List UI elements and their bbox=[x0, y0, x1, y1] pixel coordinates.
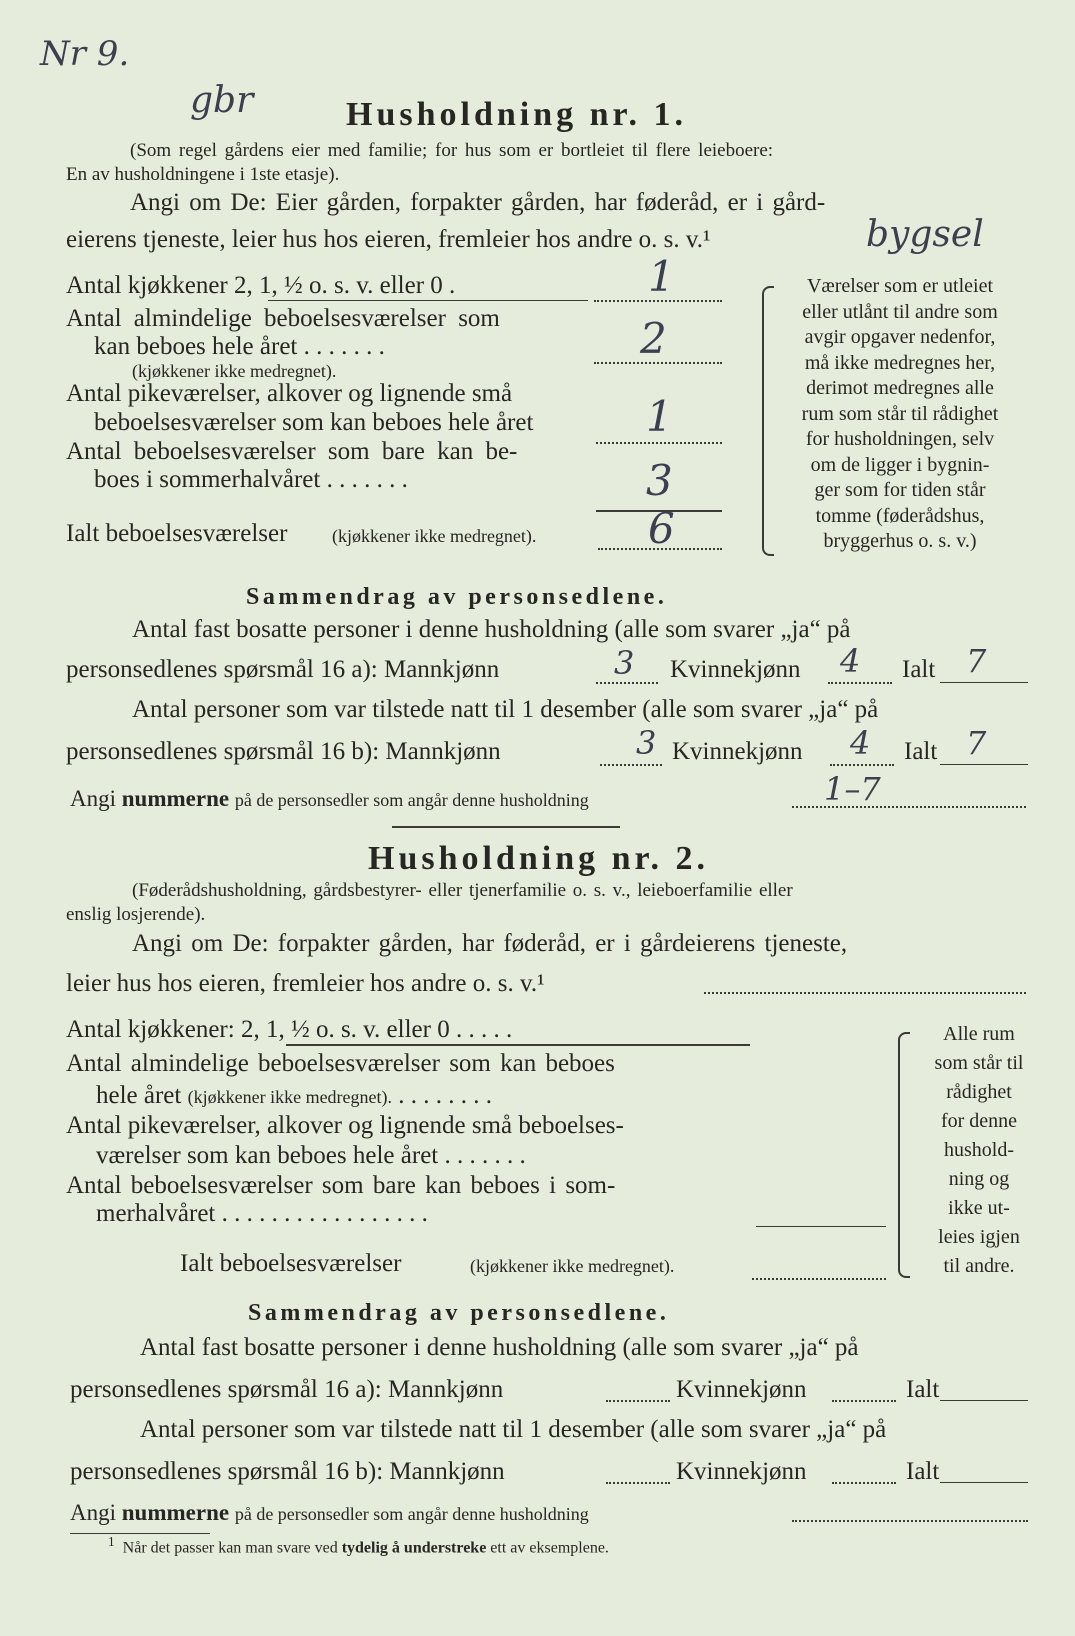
h1-s1-line1: Antal fast bosatte personer i denne husholdning (alle som svarer „ja“ på bbox=[132, 616, 851, 643]
h1-s2-female-label: Kvinnekjønn bbox=[672, 738, 803, 765]
h2-side-line: hushold- bbox=[944, 1139, 1014, 1161]
h1-s1-male: 3 bbox=[614, 644, 635, 682]
h1-side-line: avgir opgaver nedenfor, bbox=[804, 326, 996, 348]
h1-side-line: derimot medregnes alle bbox=[806, 377, 994, 399]
h2-s1-line1: Antal fast bosatte personer i denne husholdning (alle som svarer „ja“ på bbox=[140, 1334, 859, 1361]
h2-q-small-1: Antal pikeværelser, alkover og lignende små beboelses- bbox=[66, 1112, 624, 1139]
h1-q-rooms-1: Antal almindelige beboelsesværelser som bbox=[66, 305, 500, 332]
h2-nums-rest: på de personsedler som angår denne husholdning bbox=[234, 1504, 589, 1524]
h1-side-line: ger som for tiden står bbox=[814, 479, 986, 501]
h1-q-summer-2: boes i sommerhalvåret . . . . . . . bbox=[94, 466, 408, 493]
h2-side-line: leies igjen bbox=[938, 1226, 1020, 1248]
h1-q-rooms-2: kan beboes hele året . . . . . . . bbox=[94, 333, 385, 360]
h1-s2-line2: personsedlenes spørsmål 16 b): Mannkjønn bbox=[66, 738, 501, 765]
h2-s2-female-label: Kvinnekjønn bbox=[676, 1458, 807, 1485]
h1-side-line: eller utlånt til andre som bbox=[802, 300, 998, 323]
handwritten-page-number: Nr 9. bbox=[40, 34, 130, 74]
h2-side-line: for denne bbox=[940, 1110, 1018, 1132]
h2-s1-total-label: Ialt bbox=[906, 1376, 940, 1403]
h2-q-total-a: Ialt beboelsesværelser bbox=[180, 1250, 402, 1277]
h2-side-line: som står til bbox=[934, 1052, 1024, 1074]
h1-title: Husholdning nr. 1. bbox=[346, 96, 687, 133]
h1-q-total-b: (kjøkkener ikke medregnet). bbox=[332, 526, 537, 546]
h1-a-kitchens: 1 bbox=[648, 252, 675, 301]
h1-side-line: Værelser som er utleiet bbox=[806, 275, 994, 297]
h1-nums-bold: nummerne bbox=[121, 786, 230, 811]
h2-s2-total-label: Ialt bbox=[906, 1458, 940, 1485]
h2-s2-line2: personsedlenes spørsmål 16 b): Mannkjønn bbox=[70, 1458, 505, 1485]
h2-q-rooms-2c: . . . . . . . . bbox=[398, 1082, 493, 1109]
h2-nums-bold: nummerne bbox=[121, 1500, 230, 1525]
h1-side-line: om de ligger i bygnin- bbox=[810, 453, 990, 476]
h2-side-line: rådighet bbox=[946, 1081, 1012, 1103]
footnote-text-a: Når det passer kan man svare ved bbox=[122, 1539, 338, 1557]
h1-s2-line1: Antal personer som var tilstede natt til 1 desember (alle som svarer „ja“ på bbox=[132, 696, 879, 723]
h1-side-note bbox=[770, 274, 1030, 555]
h1-side-line: må ikke medregnes her, bbox=[804, 351, 996, 374]
h2-nums-line bbox=[70, 1500, 589, 1526]
h2-nums-angi: Angi bbox=[70, 1500, 116, 1525]
h1-a-total: 6 bbox=[648, 504, 675, 553]
h1-q-small-2: beboelsesværelser som kan beboes hele året bbox=[94, 409, 534, 436]
section-divider bbox=[392, 826, 620, 828]
h1-s2-male: 3 bbox=[636, 724, 657, 762]
h2-angi-line2: leier hus hos eieren, fremleier hos andre o. s. v.¹ bbox=[66, 970, 545, 997]
h1-s1-total-label: Ialt bbox=[902, 656, 936, 683]
h2-title: Husholdning nr. 2. bbox=[368, 840, 709, 877]
h1-nums-rest: på de personsedler som angår denne husholdning bbox=[234, 790, 589, 810]
h1-s2-total: 7 bbox=[966, 724, 987, 762]
h1-q-total-a: Ialt beboelsesværelser bbox=[66, 520, 288, 547]
h1-angi-line2: eierens tjeneste, leier hus hos eieren, fremleier hos andre o. s. v.¹ bbox=[66, 226, 711, 253]
h2-side-line: Alle rum bbox=[943, 1023, 1015, 1045]
h1-s1-total: 7 bbox=[966, 642, 987, 680]
h1-side-line: bryggerhus o. s. v.) bbox=[823, 530, 977, 552]
h2-note-line2: enslig losjerende). bbox=[66, 904, 206, 925]
h2-q-summer-1: Antal beboelsesværelser som bare kan beboes i som- bbox=[66, 1172, 616, 1199]
h1-side-line: rum som står til rådighet bbox=[801, 402, 999, 425]
h2-q-rooms-1: Antal almindelige beboelsesværelser som kan beboes bbox=[66, 1050, 615, 1077]
h1-angi-line1: Angi om De: Eier gården, forpakter gården, har føderåd, er i gård- bbox=[130, 189, 826, 216]
h2-q-total-b: (kjøkkener ikke medregnet). bbox=[470, 1256, 675, 1276]
h1-note-line1: (Som regel gårdens eier med familie; for hus som er bortleiet til flere leieboere: bbox=[130, 140, 774, 161]
h1-summary-title: Sammendrag av personsedlene. bbox=[246, 584, 668, 610]
h2-summary-title: Sammendrag av personsedlene. bbox=[248, 1300, 670, 1326]
h2-side-line: til andre. bbox=[943, 1255, 1015, 1277]
handwritten-annotation: gbr bbox=[190, 80, 254, 121]
h1-a-rooms: 2 bbox=[640, 314, 667, 363]
h1-nums-angi: Angi bbox=[70, 786, 116, 811]
h1-nums-answer: 1–7 bbox=[824, 770, 881, 808]
h1-s2-total-label: Ialt bbox=[904, 738, 938, 765]
footnote bbox=[108, 1534, 609, 1557]
h2-q-small-2: værelser som kan beboes hele året . . . . . . . bbox=[96, 1142, 526, 1169]
h1-angi-answer: bygsel bbox=[866, 214, 984, 255]
h1-a-summer: 3 bbox=[646, 456, 673, 505]
h1-note-line2: En av husholdningene i 1ste etasje). bbox=[66, 164, 340, 185]
h1-q-kitchens: Antal kjøkkener 2, 1, ½ o. s. v. eller 0 . bbox=[66, 272, 456, 299]
h1-s1-female-label: Kvinnekjønn bbox=[670, 656, 801, 683]
h2-side-line: ning og bbox=[948, 1168, 1010, 1190]
h2-q-summer-2: merhalvåret . . . . . . . . . . . . . . . . . bbox=[96, 1200, 428, 1227]
h2-q-rooms-2 bbox=[96, 1082, 492, 1110]
h1-s1-line2: personsedlenes spørsmål 16 a): Mannkjønn bbox=[66, 656, 500, 683]
h1-q-rooms-3: (kjøkkener ikke medregnet). bbox=[132, 361, 337, 381]
h1-side-line: tomme (føderådshus, bbox=[815, 504, 985, 527]
h2-q-rooms-2b: (kjøkkener ikke medregnet). bbox=[187, 1087, 393, 1107]
h2-angi-line1: Angi om De: forpakter gården, har føderåd, er i gårdeierens tjeneste, bbox=[132, 930, 848, 957]
h2-s1-line2: personsedlenes spørsmål 16 a): Mannkjønn bbox=[70, 1376, 504, 1403]
h2-side-note bbox=[904, 1020, 1054, 1281]
h1-q-small-1: Antal pikeværelser, alkover og lignende små bbox=[66, 380, 513, 407]
h2-note-line1: (Føderådshusholdning, gårdsbestyrer- eller tjenerfamilie o. s. v., leieboerfamilie eller bbox=[132, 880, 793, 901]
h2-s1-female-label: Kvinnekjønn bbox=[676, 1376, 807, 1403]
h1-s1-female: 4 bbox=[840, 642, 861, 680]
footnote-text-c: ett av eksemplene. bbox=[490, 1539, 609, 1557]
footnote-mark: 1 bbox=[108, 1534, 115, 1549]
h1-q-summer-1: Antal beboelsesværelser som bare kan be- bbox=[66, 438, 518, 465]
h1-side-line: for husholdningen, selv bbox=[805, 428, 995, 450]
footnote-text-b: tydelig å understreke bbox=[341, 1539, 487, 1557]
h2-s2-line1: Antal personer som var tilstede natt til 1 desember (alle som svarer „ja“ på bbox=[140, 1416, 887, 1443]
h1-s2-female: 4 bbox=[850, 724, 871, 762]
h2-side-line: ikke ut- bbox=[948, 1197, 1010, 1219]
h1-nums-line bbox=[70, 786, 589, 812]
h2-q-kitchens: Antal kjøkkener: 2, 1, ½ o. s. v. eller 0 . . . . . bbox=[66, 1016, 513, 1043]
h2-q-rooms-2a: hele året bbox=[96, 1082, 182, 1109]
h1-a-small: 1 bbox=[646, 392, 673, 441]
